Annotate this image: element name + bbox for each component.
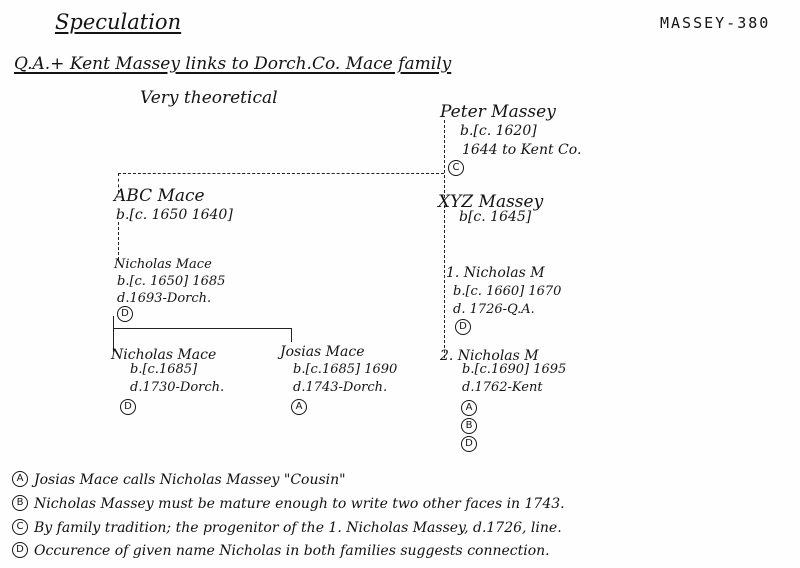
nicholas-massey-1-mark: D	[455, 319, 471, 335]
nicholas-mace-2-mark: D	[120, 399, 136, 415]
nicholas-mace-1-mark: D	[117, 306, 133, 322]
josias-mace-birth: b.[c.1685] 1690	[293, 362, 398, 377]
nicholas-massey-2-mark-a: A	[461, 400, 477, 416]
connector-right-vertical	[444, 120, 445, 358]
footnote-d-mark: D	[12, 542, 28, 558]
nicholas-massey-2-name: 2. Nicholas M	[440, 348, 539, 364]
abc-mace-name: ABC Mace	[114, 186, 205, 206]
footnote-d	[12, 540, 550, 558]
footnote-c-mark: C	[12, 519, 28, 535]
nicholas-massey-1-name: 1. Nicholas M	[446, 265, 545, 281]
peter-massey-mark: C	[448, 160, 464, 176]
nicholas-massey-1-death: d. 1726-Q.A.	[453, 302, 535, 317]
footnote-b-text: Nicholas Massey must be mature enough to write two other faces in 1743.	[34, 495, 565, 512]
xyz-massey-birth: b[c. 1645]	[459, 209, 532, 225]
footnote-b-mark: B	[12, 495, 28, 511]
footnote-c-text: By family tradition; the progenitor of the 1. Nicholas Massey, d.1726, line.	[34, 519, 562, 536]
nicholas-massey-2-birth: b.[c.1690] 1695	[462, 362, 567, 377]
page-title: Speculation	[55, 10, 182, 34]
connector-top	[118, 173, 444, 174]
abc-mace-birth: b.[c. 1650 1640]	[116, 207, 233, 223]
page-subtitle: Q.A.+ Kent Massey links to Dorch.Co. Mace family	[14, 54, 452, 74]
nicholas-massey-2-death: d.1762-Kent	[462, 380, 543, 395]
footnote-c	[12, 517, 562, 535]
nicholas-mace-2-birth: b.[c.1685]	[130, 362, 198, 377]
nicholas-mace-1-death: d.1693-Dorch.	[117, 291, 212, 306]
peter-massey-birth: b.[c. 1620]	[460, 123, 537, 139]
nicholas-mace-1-name: Nicholas Mace	[114, 257, 212, 272]
nicholas-massey-2-mark-b: B	[461, 418, 477, 434]
josias-mace-death: d.1743-Dorch.	[293, 380, 388, 395]
nicholas-massey-2-mark-d: D	[461, 436, 477, 452]
document-id: MASSEY-380	[660, 14, 771, 32]
josias-mace-name: Josias Mace	[280, 344, 365, 360]
xyz-massey-name: XYZ Massey	[438, 192, 544, 212]
footnote-a-text: Josias Mace calls Nicholas Massey "Cousin"	[34, 471, 346, 488]
theory-note: Very theoretical	[140, 88, 278, 108]
peter-massey-event: 1644 to Kent Co.	[462, 142, 582, 158]
nicholas-mace-2-death: d.1730-Dorch.	[130, 380, 225, 395]
connector-abc-nicholas	[118, 222, 119, 260]
nicholas-mace-2-name: Nicholas Mace	[111, 347, 217, 363]
footnote-a-mark: A	[12, 471, 28, 487]
footnote-b	[12, 493, 565, 511]
nicholas-mace-1-birth: b.[c. 1650] 1685	[117, 274, 226, 289]
connector-children-bar	[113, 328, 291, 329]
footnote-d-text: Occurence of given name Nicholas in both families suggests connection.	[34, 542, 550, 559]
footnote-a	[12, 469, 346, 487]
connector-josias-drop	[291, 328, 292, 342]
nicholas-massey-1-birth: b.[c. 1660] 1670	[453, 284, 562, 299]
josias-mace-mark: A	[291, 399, 307, 415]
peter-massey-name: Peter Massey	[440, 102, 556, 122]
